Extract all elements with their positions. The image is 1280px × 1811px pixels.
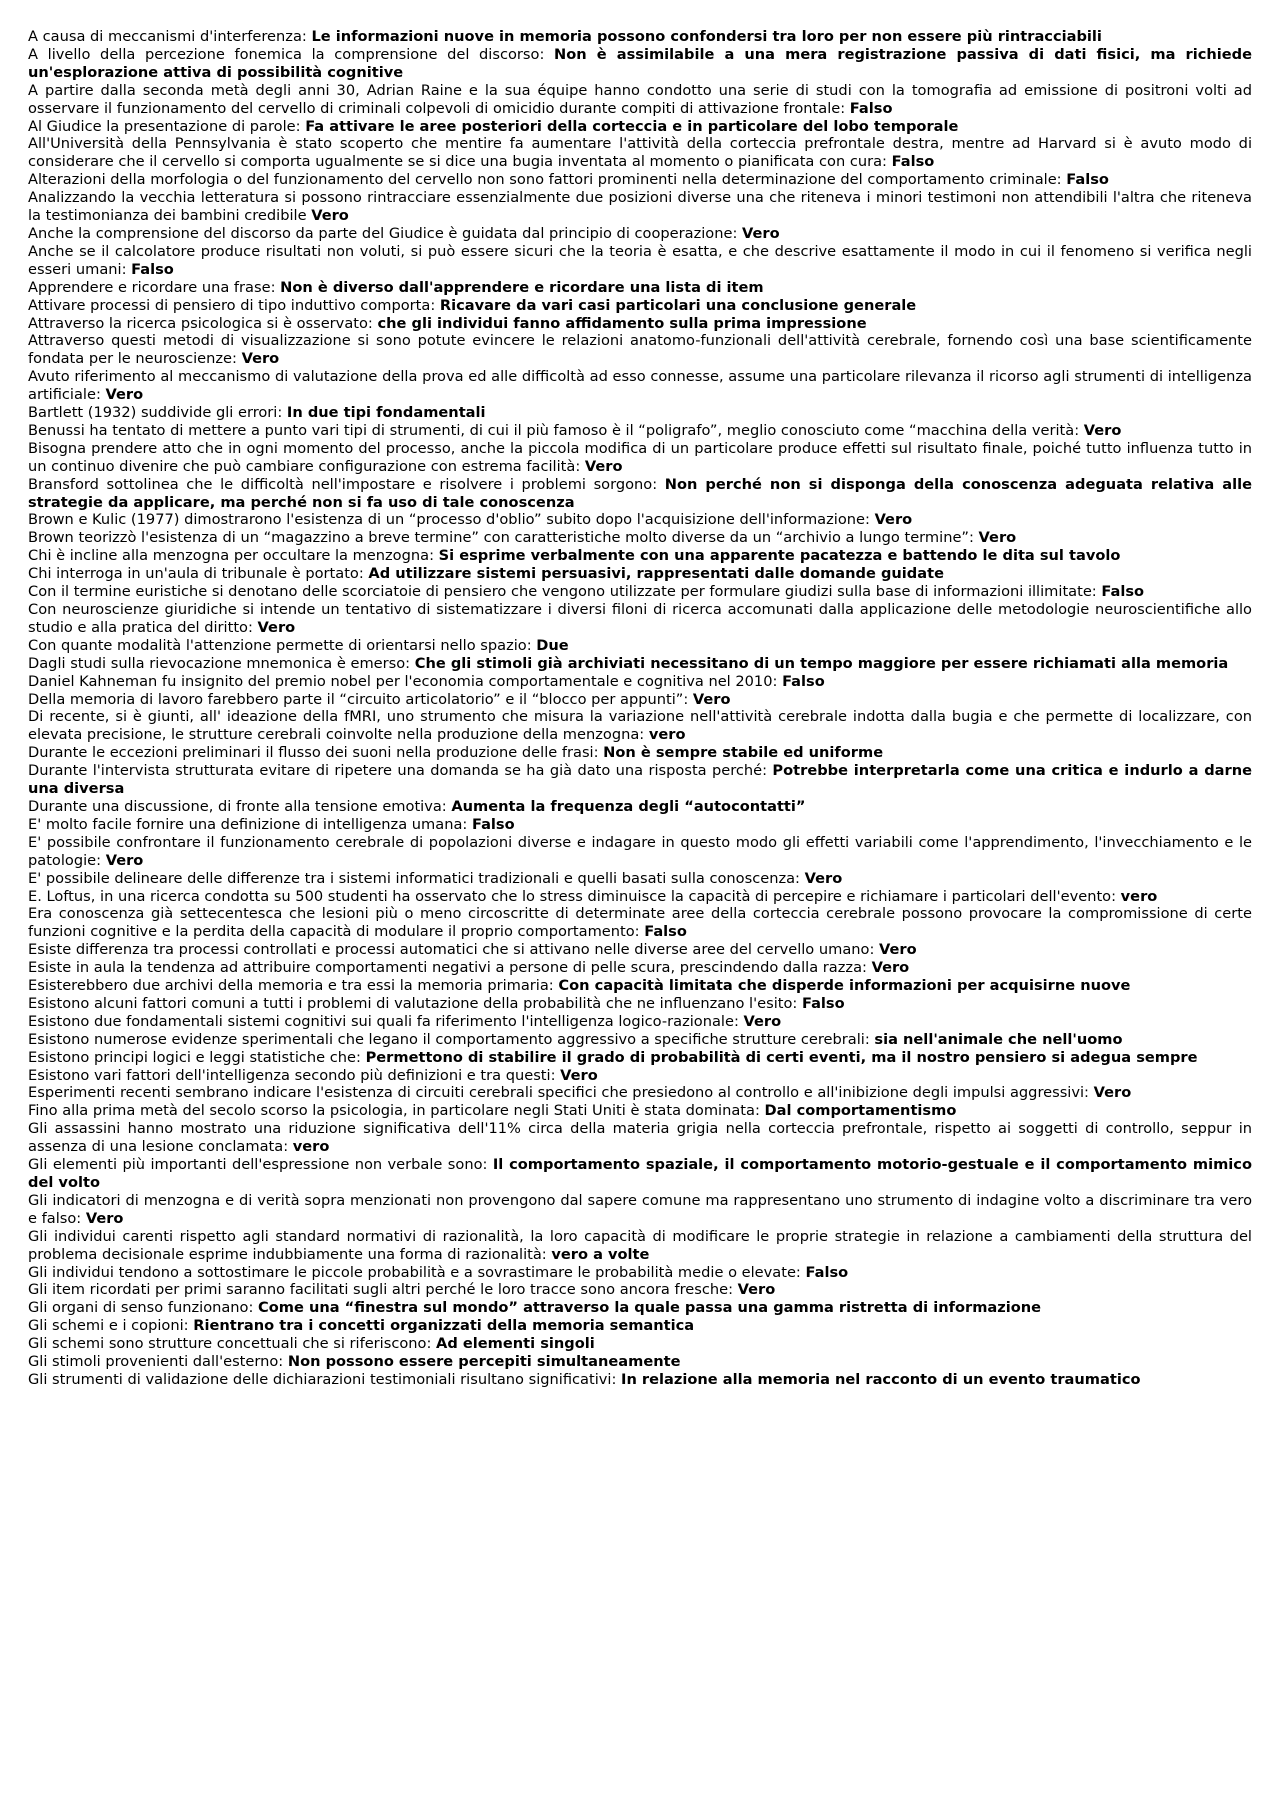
answer-text: Due bbox=[536, 636, 569, 654]
answer-text: Potrebbe interpretarla come una critica e indurlo a darne una diversa bbox=[28, 762, 1252, 798]
qa-item bbox=[28, 225, 1252, 243]
question-text: Esistono vari fattori dell'intelligenza secondo più definizioni e tra questi: bbox=[28, 1066, 561, 1084]
question-text: Daniel Kahneman fu insignito del premio nobel per l'economia comportamentale e cognitiva nel 2010: bbox=[28, 672, 783, 690]
qa-item bbox=[28, 1335, 1252, 1353]
question-text: Gli organi di senso funzionano: bbox=[28, 1299, 259, 1317]
question-text: A partire dalla seconda metà degli anni 30, Adrian Raine e la sua équipe hanno condotto una serie di studi con la tomografia ad emissione di positroni volti ad osservare il funzionamento del cervello di criminali colpevoli di omicidio durante compiti di attivazione frontale: bbox=[28, 81, 1252, 117]
answer-text: Non è assimilabile a una mera registrazione passiva di dati fisici, ma richiede un'esplorazione attiva di possibilità cognitive bbox=[28, 45, 1252, 81]
answer-text: Falso bbox=[891, 153, 935, 171]
answer-text: Con capacità limitata che disperde informazioni per acquisirne nuove bbox=[558, 977, 1131, 995]
question-text: Gli strumenti di validazione delle dichiarazioni testimoniali risultano significativi: bbox=[28, 1370, 622, 1388]
question-text: Con quante modalità l'attenzione permette di orientarsi nello spazio: bbox=[28, 636, 537, 654]
question-text: Brown e Kulic (1977) dimostrarono l'esistenza di un “processo d'oblio” subito dopo l'acquisizione dell'informazione: bbox=[28, 511, 875, 529]
qa-item bbox=[28, 422, 1252, 440]
question-text: E' molto facile fornire una definizione di intelligenza umana: bbox=[28, 815, 472, 833]
question-text: Anche la comprensione del discorso da parte del Giudice è guidata dal principio di cooperazione: bbox=[28, 224, 743, 242]
qa-item bbox=[28, 691, 1252, 709]
qa-item bbox=[28, 28, 1252, 46]
qa-item bbox=[28, 1228, 1252, 1264]
question-text: Esiste in aula la tendenza ad attribuire comportamenti negativi a persone di pelle scura, prescindendo dalla razza: bbox=[28, 959, 872, 977]
question-text: Attraverso questi metodi di visualizzazione si sono potute evincere le relazioni anatomo-funzionali dell'attività cerebrale, fornendo così una base scientificamente fondata per le neuroscienze: bbox=[28, 332, 1252, 368]
answer-text: Vero bbox=[1083, 421, 1122, 439]
qa-item bbox=[28, 816, 1252, 834]
answer-text: Permettono di stabilire il grado di probabilità di certi eventi, ma il nostro pensiero si adegua sempre bbox=[365, 1048, 1198, 1066]
question-text: Attraverso la ricerca psicologica si è osservato: bbox=[28, 314, 378, 332]
qa-item bbox=[28, 655, 1252, 673]
question-text: Dagli studi sulla rievocazione mnemonica è emerso: bbox=[28, 654, 415, 672]
qa-item bbox=[28, 941, 1252, 959]
question-text: Gli stimoli provenienti dall'esterno: bbox=[28, 1353, 288, 1371]
answer-text: Vero bbox=[105, 851, 144, 869]
qa-item bbox=[28, 46, 1252, 82]
qa-item bbox=[28, 171, 1252, 189]
answer-text: In relazione alla memoria nel racconto di un evento traumatico bbox=[621, 1370, 1141, 1388]
qa-item bbox=[28, 1156, 1252, 1192]
answer-text: Ad elementi singoli bbox=[436, 1335, 595, 1353]
qa-item bbox=[28, 565, 1252, 583]
question-text: Gli elementi più importanti dell'espressione non verbale sono: bbox=[28, 1156, 493, 1174]
answer-text: vero a volte bbox=[551, 1245, 650, 1263]
question-text: Esiste differenza tra processi controllati e processi automatici che si attivano nelle diverse aree del cervello umano: bbox=[28, 941, 880, 959]
qa-item bbox=[28, 1353, 1252, 1371]
qa-item bbox=[28, 404, 1252, 422]
answer-text: Vero bbox=[742, 224, 780, 242]
question-text: E. Loftus, in una ricerca condotta su 500 studenti ha osservato che lo stress diminuisce la capacità di percepire e richiamare i particolari dell'evento: bbox=[28, 887, 1121, 905]
qa-item bbox=[28, 243, 1252, 279]
question-text: Era conoscenza già settecentesca che lesioni più o meno circoscritte di determinate aree della corteccia cerebrale possono provocare la compromissione di certe funzioni cognitive e la perdita della capacità di modulare il proprio comportamento: bbox=[28, 905, 1252, 941]
answer-text: vero bbox=[1120, 887, 1158, 905]
question-text: Esisterebbero due archivi della memoria e tra essi la memoria primaria: bbox=[28, 977, 559, 995]
question-text: E' possibile confrontare il funzionamento cerebrale di popolazioni diverse e indagare in questo modo gli effetti variabili come l'apprendimento, l'invecchiamento e le patologie: bbox=[28, 833, 1252, 869]
question-text: Alterazioni della morfologia o del funzionamento del cervello non sono fattori prominenti nella determinazione del comportamento criminale: bbox=[28, 171, 1067, 189]
answer-text: Vero bbox=[311, 207, 349, 225]
qa-item bbox=[28, 1067, 1252, 1085]
question-text: Brown teorizzò l'esistenza di un “magazzino a breve termine” con caratteristiche molto diverse da un “archivio a lungo termine”: bbox=[28, 529, 979, 547]
question-text: Bransford sottolinea che le difficoltà nell'impostare e risolvere i problemi sorgono: bbox=[28, 475, 665, 493]
question-text: Gli indicatori di menzogna e di verità sopra menzionati non provengono dal sapere comune ma rappresentano uno strumento di indagine volto a discriminare tra vero e falso: bbox=[28, 1191, 1252, 1227]
answer-text: Vero bbox=[978, 529, 1017, 547]
qa-item bbox=[28, 529, 1252, 547]
qa-item bbox=[28, 1031, 1252, 1049]
question-text: Esistono principi logici e leggi statistiche che: bbox=[28, 1048, 366, 1066]
answer-text: Vero bbox=[874, 511, 913, 529]
qa-item bbox=[28, 905, 1252, 941]
answer-text: Falso bbox=[471, 815, 515, 833]
answer-text: Falso bbox=[131, 260, 174, 278]
qa-item bbox=[28, 673, 1252, 691]
qa-item bbox=[28, 82, 1252, 118]
answer-text: Falso bbox=[1101, 583, 1145, 601]
qa-item bbox=[28, 834, 1252, 870]
answer-text: Ad utilizzare sistemi persuasivi, rappresentati dalle domande guidate bbox=[368, 565, 944, 583]
qa-item bbox=[28, 440, 1252, 476]
qa-item bbox=[28, 798, 1252, 816]
answer-text: Vero bbox=[692, 690, 731, 708]
qa-item bbox=[28, 297, 1252, 315]
qa-item bbox=[28, 332, 1252, 368]
answer-text: Falso bbox=[849, 99, 893, 117]
answer-text: In due tipi fondamentali bbox=[286, 404, 486, 422]
qa-item bbox=[28, 118, 1252, 136]
question-text: Gli individui carenti rispetto agli standard normativi di razionalità, la loro capacità di modificare le proprie strategie in relazione a cambiamenti della struttura del problema decisionale esprime indubbiamente una forma di razionalità: bbox=[28, 1227, 1252, 1263]
qa-item bbox=[28, 368, 1252, 404]
qa-item bbox=[28, 1371, 1252, 1389]
question-text: A livello della percezione fonemica la comprensione del discorso: bbox=[28, 45, 555, 63]
question-text: Con neuroscienze giuridiche si intende un tentativo di sistematizzare i diversi filoni di ricerca accomunati dalla applicazione delle metodologie neuroscientifiche allo studio e alla pratica del diritto: bbox=[28, 601, 1252, 636]
answer-text: Il comportamento spaziale, il comportamento motorio-gestuale e il comportamento mimico del volto bbox=[28, 1156, 1252, 1191]
answer-text: Vero bbox=[804, 869, 843, 887]
question-text: Gli schemi e i copioni: bbox=[28, 1317, 194, 1335]
question-text: Gli item ricordati per primi saranno facilitati sugli altri perché le loro tracce sono ancora fresche: bbox=[28, 1281, 738, 1299]
answer-text: vero bbox=[292, 1138, 330, 1156]
answer-text: Fa attivare le aree posteriori della corteccia e in particolare del lobo temporale bbox=[305, 117, 959, 135]
answer-text: che gli individui fanno affidamento sulla prima impressione bbox=[377, 314, 867, 332]
question-text: Esperimenti recenti sembrano indicare l'esistenza di circuiti cerebrali specifici che presiedono al controllo e all'inibizione degli impulsi aggressivi: bbox=[28, 1084, 1094, 1102]
qa-item bbox=[28, 1317, 1252, 1335]
qa-item bbox=[28, 601, 1252, 637]
qa-item bbox=[28, 1281, 1252, 1299]
qa-item bbox=[28, 1102, 1252, 1120]
question-text: Gli assassini hanno mostrato una riduzione significativa dell'11% circa della materia grigia nella corteccia prefrontale, rispetto ai soggetti di controllo, seppur in assenza di una lesione conclamata: bbox=[28, 1120, 1252, 1156]
answer-text: Rientrano tra i concetti organizzati della memoria semantica bbox=[193, 1317, 695, 1335]
qa-item bbox=[28, 1013, 1252, 1031]
answer-text: Vero bbox=[743, 1012, 782, 1030]
answer-text: Le informazioni nuove in memoria possono confondersi tra loro per non essere più rintracciabili bbox=[311, 28, 1102, 45]
question-text: Benussi ha tentato di mettere a punto vari tipi di strumenti, di cui il più famoso è il “poligrafo”, meglio conosciuto come “macchina della verità: bbox=[28, 421, 1084, 439]
question-text: Bisogna prendere atto che in ogni momento del processo, anche la piccola modifica di un particolare produce effetti sul risultato finale, poiché tutto influenza tutto in un continuo divenire che può cambiare configurazione con estrema facilità: bbox=[28, 439, 1252, 475]
question-text: Avuto riferimento al meccanismo di valutazione della prova ed alle difficoltà ad esso connesse, assume una particolare rilevanza il ricorso agli strumenti di intelligenza artificiale: bbox=[28, 368, 1252, 404]
question-text: Al Giudice la presentazione di parole: bbox=[28, 117, 306, 135]
question-text: Di recente, si è giunti, all' ideazione della fMRI, uno strumento che misura la variazione nell'attività cerebrale indotta dalla bugia e che permette di localizzare, con elevata precisione, le strutture cerebrali coinvolte nella produzione della menzogna: bbox=[28, 708, 1252, 744]
answer-text: Che gli stimoli già archiviati necessitano di un tempo maggiore per essere richiamati alla memoria bbox=[414, 654, 1229, 672]
qa-item bbox=[28, 870, 1252, 888]
answer-text: Ricavare da vari casi particolari una conclusione generale bbox=[439, 296, 917, 314]
answer-text: Vero bbox=[584, 457, 623, 475]
question-text: Durante una discussione, di fronte alla tensione emotiva: bbox=[28, 797, 452, 815]
question-text: Apprendere e ricordare una frase: bbox=[28, 278, 281, 296]
answer-text: Si esprime verbalmente con una apparente pacatezza e battendo le dita sul tavolo bbox=[438, 547, 1121, 565]
qa-item bbox=[28, 1049, 1252, 1067]
question-text: Anche se il calcolatore produce risultati non voluti, si può essere sicuri che la teoria è esatta, e che descrive esattamente il modo in cui il fenomeno si verifica negli esseri umani: bbox=[28, 242, 1252, 278]
answer-text: Falso bbox=[805, 1263, 849, 1281]
qa-item bbox=[28, 583, 1252, 601]
qa-item bbox=[28, 511, 1252, 529]
answer-text: Vero bbox=[1093, 1084, 1132, 1102]
qa-item bbox=[28, 977, 1252, 995]
qa-item bbox=[28, 1120, 1252, 1156]
question-text: Gli individui tendono a sottostimare le piccole probabilità e a sovrastimare le probabilità medie o elevate: bbox=[28, 1263, 806, 1281]
answer-text: Come una “finestra sul mondo” attraverso la quale passa una gamma ristretta di informazione bbox=[258, 1299, 1042, 1317]
question-text: Esistono alcuni fattori comuni a tutti i problemi di valutazione della probabilità che ne influenzano l'esito: bbox=[28, 994, 802, 1012]
answer-text: Non possono essere percepiti simultaneamente bbox=[287, 1353, 681, 1371]
answer-text: Non perché non si disponga della conoscenza adeguata relativa alle strategie da applicare, ma perché non si fa uso di tale conoscenza bbox=[28, 475, 1252, 511]
question-text: Con il termine euristiche si denotano delle scorciatoie di pensiero che vengono utilizzate per formulare giudizi sulla base di informazioni illimitate: bbox=[28, 583, 1102, 601]
answer-text: Falso bbox=[801, 994, 845, 1012]
answer-text: Non è sempre stabile ed uniforme bbox=[603, 744, 884, 762]
question-text: Chi interroga in un'aula di tribunale è portato: bbox=[28, 565, 369, 583]
answer-text: sia nell'animale che nell'uomo bbox=[874, 1030, 1123, 1048]
answer-text: Aumenta la frequenza degli “autocontatti” bbox=[451, 797, 806, 815]
qa-item bbox=[28, 1299, 1252, 1317]
question-text: All'Università della Pennsylvania è stato scoperto che mentire fa aumentare l'attività della corteccia prefrontale destra, mentre ad Harvard si è avuto modo di considerare che il cervello si comporta ugualmente se si dice una bugia inventata al momento o pianificata con cura: bbox=[28, 135, 1252, 171]
qa-item bbox=[28, 762, 1252, 798]
qa-item bbox=[28, 135, 1252, 171]
qa-item bbox=[28, 279, 1252, 297]
qa-item bbox=[28, 995, 1252, 1013]
answer-text: Falso bbox=[1066, 171, 1109, 189]
question-text: Della memoria di lavoro farebbero parte il “circuito articolatorio” e il “blocco per appunti”: bbox=[28, 690, 693, 708]
qa-item bbox=[28, 1084, 1252, 1102]
answer-text: Vero bbox=[105, 386, 144, 404]
qa-item bbox=[28, 547, 1252, 565]
answer-text: Vero bbox=[871, 959, 910, 977]
qa-item bbox=[28, 708, 1252, 744]
question-text: Attivare processi di pensiero di tipo induttivo comporta: bbox=[28, 296, 440, 314]
qa-item bbox=[28, 637, 1252, 655]
answer-text: Vero bbox=[257, 618, 296, 636]
answer-text: vero bbox=[648, 726, 686, 744]
question-text: Esistono due fondamentali sistemi cognitivi sui quali fa riferimento l'intelligenza logico-razionale: bbox=[28, 1012, 744, 1030]
answer-text: Falso bbox=[782, 672, 825, 690]
question-text: Fino alla prima metà del secolo scorso la psicologia, in particolare negli Stati Uniti è stata dominata: bbox=[28, 1102, 765, 1120]
answer-text: Vero bbox=[241, 350, 280, 368]
qa-item bbox=[28, 888, 1252, 906]
question-text: Esistono numerose evidenze sperimentali che legano il comportamento aggressivo a specifiche strutture cerebrali: bbox=[28, 1030, 875, 1048]
question-text: Analizzando la vecchia letteratura si possono rintracciare essenzialmente due posizioni diverse una che riteneva i minori testimoni non attendibili l'altra che riteneva la testimonianza dei bambini credibile bbox=[28, 189, 1252, 225]
qa-item bbox=[28, 744, 1252, 762]
answer-text: Dal comportamentismo bbox=[764, 1102, 957, 1120]
qa-item bbox=[28, 959, 1252, 977]
question-text: A causa di meccanismi d'interferenza: bbox=[28, 28, 312, 45]
question-text: Gli schemi sono strutture concettuali che si riferiscono: bbox=[28, 1335, 437, 1353]
answer-text: Vero bbox=[879, 941, 917, 959]
question-text: Chi è incline alla menzogna per occultare la menzogna: bbox=[28, 547, 439, 565]
question-text: Durante le eccezioni preliminari il flusso dei suoni nella produzione delle frasi: bbox=[28, 744, 604, 762]
answer-text: Vero bbox=[737, 1281, 776, 1299]
qa-item bbox=[28, 1192, 1252, 1228]
question-text: E' possibile delineare delle differenze tra i sistemi informatici tradizionali e quelli basati sulla conoscenza: bbox=[28, 869, 805, 887]
qa-item bbox=[28, 315, 1252, 333]
answer-text: Non è diverso dall'apprendere e ricordare una lista di item bbox=[280, 278, 764, 296]
question-text: Bartlett (1932) suddivide gli errori: bbox=[28, 404, 287, 422]
answer-text: Vero bbox=[85, 1209, 124, 1227]
qa-item bbox=[28, 1264, 1252, 1282]
question-text: Durante l'intervista strutturata evitare di ripetere una domanda se ha già dato una risposta perché: bbox=[28, 762, 773, 780]
qa-item bbox=[28, 476, 1252, 512]
qa-item bbox=[28, 189, 1252, 225]
answer-text: Falso bbox=[644, 923, 687, 941]
answer-text: Vero bbox=[560, 1066, 598, 1084]
